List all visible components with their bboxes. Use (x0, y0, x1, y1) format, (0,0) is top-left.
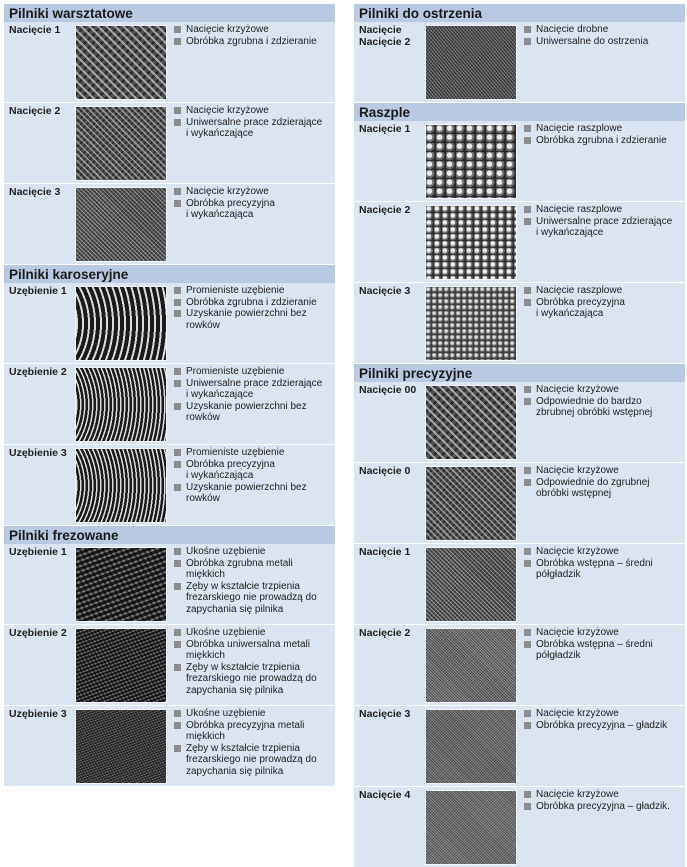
bullet-square-icon (174, 119, 181, 126)
feature-item: Nacięcie krzyżowe (524, 708, 684, 720)
bullet-square-icon (524, 125, 531, 132)
feature-item: Obróbka zgrubna i zdzieranie (524, 135, 684, 147)
feature-list (174, 627, 334, 697)
feature-item-continuation: rowków (186, 412, 220, 424)
row-label-line: Nacięcie (359, 24, 402, 36)
texture-swatch (75, 628, 167, 703)
feature-item: Uzyskanie powierzchni bez (174, 401, 334, 413)
file-row (4, 625, 335, 706)
row-label: Uzębienie 1 (9, 285, 67, 297)
file-row (4, 544, 335, 625)
feature-list (174, 285, 334, 331)
section-title: Pilniki warsztatowe (4, 4, 335, 22)
bullet-square-icon (174, 664, 181, 671)
texture-swatch (75, 106, 167, 181)
bullet-square-icon (174, 548, 181, 555)
feature-item: Nacięcie krzyżowe (524, 627, 684, 639)
feature-list (174, 366, 334, 424)
bullet-square-icon (524, 479, 531, 486)
feature-list (174, 447, 334, 505)
row-label: Nacięcie 1 (359, 546, 411, 558)
bullet-square-icon (524, 548, 531, 555)
bullet-square-icon (174, 449, 181, 456)
texture-swatch (425, 205, 517, 280)
bullet-square-icon (174, 107, 181, 114)
file-row (354, 625, 685, 706)
texture-swatch (75, 187, 167, 262)
feature-item: Nacięcie krzyżowe (524, 789, 684, 801)
file-row (4, 22, 335, 103)
bullet-square-icon (524, 398, 531, 405)
bullet-square-icon (524, 299, 531, 306)
feature-list (524, 285, 684, 320)
section-rasps (354, 103, 685, 364)
bullet-square-icon (524, 722, 531, 729)
row-label: Nacięcie 2 (9, 105, 61, 117)
row-label: Uzębienie 2 (9, 366, 67, 378)
feature-list (524, 123, 684, 146)
feature-item: Nacięcie raszplowe (524, 204, 684, 216)
row-label (359, 24, 423, 48)
feature-item: Obróbka precyzyjna – gładzik (524, 720, 684, 732)
file-row (4, 283, 335, 364)
feature-list (524, 24, 684, 47)
texture-swatch (75, 286, 167, 361)
texture-swatch (425, 466, 517, 541)
row-label: Nacięcie 3 (9, 186, 61, 198)
bullet-square-icon (524, 560, 531, 567)
file-row (354, 463, 685, 544)
feature-item: Promieniste uzębienie (174, 366, 334, 378)
feature-item: Odpowiednie do zgrubnej (524, 477, 684, 489)
row-label: Nacięcie 1 (359, 123, 411, 135)
feature-list (174, 24, 334, 47)
feature-item-continuation: i wykańczające (536, 227, 604, 239)
feature-item: Nacięcie krzyżowe (174, 24, 334, 36)
row-label: Nacięcie 1 (9, 24, 61, 36)
row-label: Nacięcie 3 (359, 285, 411, 297)
bullet-square-icon (174, 710, 181, 717)
feature-item: Obróbka wstępna – średni (524, 558, 684, 570)
bullet-square-icon (524, 218, 531, 225)
feature-item-continuation: i wykańczająca (186, 470, 254, 482)
bullet-square-icon (174, 299, 181, 306)
feature-item-continuation: rowków (186, 493, 220, 505)
feature-list (524, 789, 684, 812)
feature-item: Obróbka precyzyjna (174, 198, 334, 210)
feature-item: Zęby w kształcie trzpienia (174, 743, 334, 755)
file-row (354, 283, 685, 364)
feature-list (524, 204, 684, 239)
feature-list (174, 708, 334, 778)
bullet-square-icon (174, 188, 181, 195)
bullet-square-icon (524, 137, 531, 144)
section-sharpening-files (354, 4, 685, 103)
feature-item: Zęby w kształcie trzpienia (174, 662, 334, 674)
texture-swatch (75, 448, 167, 523)
feature-list (174, 105, 334, 140)
bullet-square-icon (174, 722, 181, 729)
section-title: Pilniki karoseryjne (4, 265, 335, 283)
feature-item: Obróbka precyzyjna – gładzik. (524, 801, 684, 813)
bullet-square-icon (524, 386, 531, 393)
section-title: Pilniki do ostrzenia (354, 4, 685, 22)
bullet-square-icon (174, 368, 181, 375)
texture-swatch (425, 790, 517, 865)
feature-list (524, 465, 684, 500)
row-label: Uzębienie 1 (9, 546, 67, 558)
feature-item: Obróbka wstępna – średni (524, 639, 684, 651)
bullet-square-icon (524, 287, 531, 294)
bullet-square-icon (524, 803, 531, 810)
feature-list (524, 546, 684, 581)
texture-swatch (425, 124, 517, 199)
file-row (354, 22, 685, 103)
feature-item: Uniwersalne prace zdzierające (524, 216, 684, 228)
feature-item: Ukośne uzębienie (174, 546, 334, 558)
feature-list (174, 186, 334, 221)
file-row (4, 103, 335, 184)
feature-list (174, 546, 334, 616)
bullet-square-icon (174, 583, 181, 590)
bullet-square-icon (524, 38, 531, 45)
file-row (4, 706, 335, 786)
bullet-square-icon (174, 26, 181, 33)
feature-item-continuation: miękkich (186, 569, 225, 581)
feature-item: Obróbka zgrubna metali (174, 558, 334, 570)
row-label-line: Nacięcie 2 (359, 36, 411, 48)
bullet-square-icon (174, 200, 181, 207)
section-milled-files (4, 526, 335, 786)
feature-item: Zęby w kształcie trzpienia (174, 581, 334, 593)
feature-item: Nacięcie raszplowe (524, 123, 684, 135)
bullet-square-icon (174, 461, 181, 468)
row-label: Nacięcie 4 (359, 789, 411, 801)
section-title: Raszple (354, 103, 685, 121)
feature-item-continuation: miękkich (186, 650, 225, 662)
file-row (4, 445, 335, 526)
feature-item-continuation: półgładzik (536, 650, 581, 662)
texture-swatch (75, 25, 167, 100)
left-column (4, 4, 335, 786)
feature-item: Promieniste uzębienie (174, 285, 334, 297)
bullet-square-icon (524, 467, 531, 474)
bullet-square-icon (174, 560, 181, 567)
section-workshop-files (4, 4, 335, 265)
feature-item: Nacięcie krzyżowe (524, 465, 684, 477)
feature-item-continuation: zapychania się pilnika (186, 684, 284, 696)
row-label: Uzębienie 3 (9, 447, 67, 459)
bullet-square-icon (174, 629, 181, 636)
texture-swatch (425, 25, 517, 100)
feature-item: Uniwersalne prace zdzierające (174, 117, 334, 129)
feature-item-continuation: miękkich (186, 731, 225, 743)
bullet-square-icon (524, 629, 531, 636)
feature-item-continuation: półgładzik (536, 569, 581, 581)
feature-item: Nacięcie krzyżowe (174, 186, 334, 198)
feature-item: Obróbka zgrubna i zdzieranie (174, 36, 334, 48)
section-precision-files (354, 364, 685, 867)
bullet-square-icon (524, 641, 531, 648)
bullet-square-icon (174, 310, 181, 317)
texture-swatch (425, 385, 517, 460)
bullet-square-icon (174, 287, 181, 294)
feature-item-continuation: frezarskiego nie prowadzą do (186, 754, 317, 766)
feature-item-continuation: rowków (186, 319, 220, 331)
feature-list (524, 627, 684, 662)
bullet-square-icon (174, 745, 181, 752)
feature-item: Nacięcie drobne (524, 24, 684, 36)
texture-swatch (425, 709, 517, 784)
feature-item: Obróbka precyzyjna metali (174, 720, 334, 732)
feature-item-continuation: i wykańczające (186, 128, 254, 140)
feature-list (524, 708, 684, 731)
file-row (354, 706, 685, 787)
section-title: Pilniki precyzyjne (354, 364, 685, 382)
bullet-square-icon (174, 403, 181, 410)
feature-item-continuation: i wykańczające (186, 389, 254, 401)
bullet-square-icon (174, 641, 181, 648)
bullet-square-icon (524, 206, 531, 213)
row-label: Nacięcie 0 (359, 465, 411, 477)
texture-swatch (75, 547, 167, 622)
file-row (4, 364, 335, 445)
file-row (354, 544, 685, 625)
feature-item-continuation: obróbki wstępnej (536, 488, 612, 500)
feature-item: Odpowiednie do bardzo (524, 396, 684, 408)
feature-item-continuation: frezarskiego nie prowadzą do (186, 673, 317, 685)
feature-item: Obróbka precyzyjna (524, 297, 684, 309)
right-column (354, 4, 685, 867)
feature-item: Obróbka zgrubna i zdzieranie (174, 297, 334, 309)
feature-item-continuation: i wykańczająca (186, 209, 254, 221)
feature-item: Ukośne uzębienie (174, 708, 334, 720)
row-label: Uzębienie 3 (9, 708, 67, 720)
file-row (354, 787, 685, 867)
bullet-square-icon (524, 26, 531, 33)
feature-list (524, 384, 684, 419)
row-label: Nacięcie 3 (359, 708, 411, 720)
feature-item: Uniwersalne prace zdzierające (174, 378, 334, 390)
feature-item: Nacięcie krzyżowe (524, 546, 684, 558)
feature-item: Ukośne uzębienie (174, 627, 334, 639)
file-row (354, 382, 685, 463)
texture-swatch (75, 367, 167, 442)
section-title: Pilniki frezowane (4, 526, 335, 544)
bullet-square-icon (174, 380, 181, 387)
feature-item-continuation: frezarskiego nie prowadzą do (186, 592, 317, 604)
bullet-square-icon (174, 484, 181, 491)
feature-item: Obróbka precyzyjna (174, 459, 334, 471)
feature-item: Obróbka uniwersalna metali (174, 639, 334, 651)
file-row (354, 202, 685, 283)
feature-item: Uniwersalne do ostrzenia (524, 36, 684, 48)
texture-swatch (425, 547, 517, 622)
section-body-files (4, 265, 335, 526)
feature-item-continuation: i wykańczająca (536, 308, 604, 320)
texture-swatch (75, 709, 167, 784)
feature-item: Nacięcie raszplowe (524, 285, 684, 297)
feature-item: Uzyskanie powierzchni bez (174, 308, 334, 320)
bullet-square-icon (524, 791, 531, 798)
row-label: Nacięcie 00 (359, 384, 417, 396)
row-label: Nacięcie 2 (359, 204, 411, 216)
row-label: Nacięcie 2 (359, 627, 411, 639)
file-row (354, 121, 685, 202)
feature-item: Nacięcie krzyżowe (524, 384, 684, 396)
texture-swatch (425, 286, 517, 361)
feature-item-continuation: zbrubnej obróbki wstępnej (536, 407, 653, 419)
row-label: Uzębienie 2 (9, 627, 67, 639)
feature-item: Promieniste uzębienie (174, 447, 334, 459)
texture-swatch (425, 628, 517, 703)
feature-item-continuation: zapychania się pilnika (186, 765, 284, 777)
bullet-square-icon (174, 38, 181, 45)
feature-item: Nacięcie krzyżowe (174, 105, 334, 117)
bullet-square-icon (524, 710, 531, 717)
feature-item-continuation: zapychania się pilnika (186, 603, 284, 615)
feature-item: Uzyskanie powierzchni bez (174, 482, 334, 494)
file-row (4, 184, 335, 265)
